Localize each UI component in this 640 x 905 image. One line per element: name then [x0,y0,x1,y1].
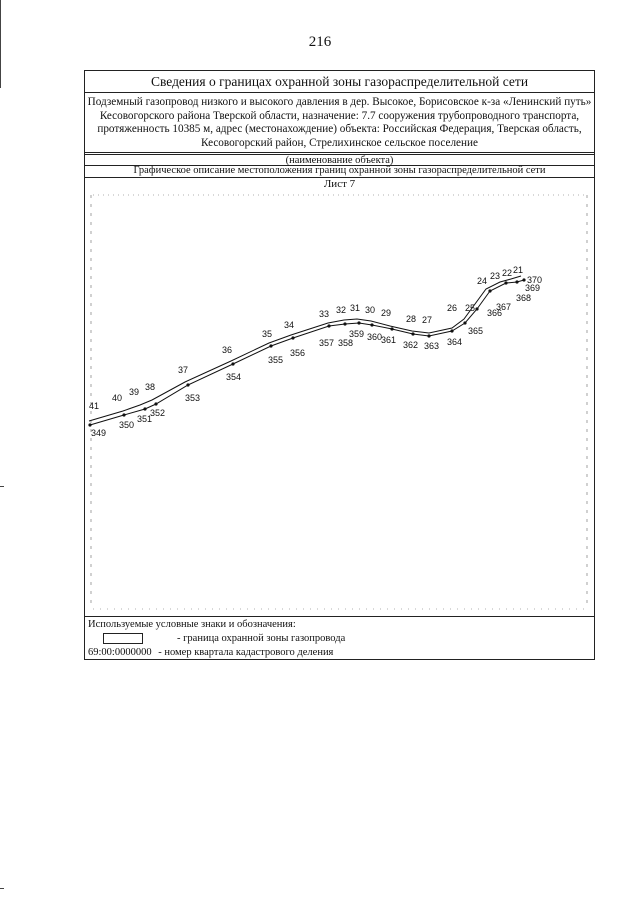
vertex-label: 362 [403,340,419,350]
vertex-label: 359 [349,329,365,339]
vertex-label: 33 [319,309,330,319]
boundary-vertex-marker [515,280,518,283]
vertex-label: 26 [447,303,458,313]
plan-drawing [85,189,594,616]
vertex-label: 357 [319,338,335,348]
vertex-label: 36 [222,345,233,355]
boundary-vertex-marker [488,289,491,292]
boundary-vertex-marker [370,323,373,326]
vertex-label: 25 [465,303,476,313]
page-number: 216 [308,34,332,50]
page-edge-tick [0,888,4,889]
vertex-label: 22 [502,268,513,278]
vertex-label: 24 [477,276,488,286]
plan-svg [85,189,594,616]
vertex-label: 358 [338,338,354,348]
vertex-label: 27 [422,315,433,325]
boundary-vertex-marker [327,324,330,327]
cadastral-code: 69:00:0000000 [88,647,152,658]
vertex-label: 37 [178,365,189,375]
boundary-vertex-marker [357,321,360,324]
vertex-label: 352 [150,408,166,418]
legend [85,616,594,661]
boundary-vertex-marker [122,413,125,416]
vertex-label: 361 [381,335,397,345]
boundary-vertex-marker [411,332,414,335]
legend-boundary-label: - граница охранной зоны газопровода [177,632,346,644]
boundary-vertex-marker [450,329,453,332]
legend-cadastral-item [88,647,333,658]
document-frame [84,70,595,660]
vertex-label: 349 [91,428,107,438]
vertex-label: 23 [490,271,501,281]
graphic-description-title: Графическое описание местоположения границ охранной зоны газораспределительной сети [133,165,546,176]
vertex-label: 366 [487,308,503,318]
vertex-label: 39 [129,387,140,397]
boundary-vertex-marker [475,307,478,310]
vertex-label: 356 [290,348,306,358]
vertex-label: 370 [527,275,543,285]
boundary-vertex-marker [504,281,507,284]
vertex-label: 353 [185,393,201,403]
vertex-label: 364 [447,337,463,347]
vertex-label: 29 [381,308,392,318]
boundary-vertex-marker [88,423,91,426]
boundary-vertex-marker [343,322,346,325]
boundary-vertex-marker [522,278,525,281]
vertex-label: 369 [525,283,541,293]
vertex-label: 351 [137,414,153,424]
sheet-label: Лист 7 [85,177,594,190]
vertex-label: 363 [424,341,440,351]
boundary-vertex-marker [154,402,157,405]
boundary-swatch-icon [103,633,143,644]
vertex-label: 38 [145,382,156,392]
vertex-label: 355 [268,355,284,365]
vertex-label: 354 [226,372,242,382]
section-title: Сведения о границах охранной зоны газораспределительной сети [85,71,594,93]
vertex-label: 30 [365,305,376,315]
legend-boundary-item [103,632,345,644]
boundary-vertex-marker [231,362,234,365]
vertex-label: 31 [350,303,361,313]
vertex-label: 368 [516,293,532,303]
vertex-label: 21 [513,265,524,275]
boundary-vertex-marker [427,334,430,337]
vertex-label: 367 [496,302,512,312]
page-edge-tick [0,486,4,487]
vertex-label: 360 [367,332,383,342]
vertex-label: 35 [262,329,273,339]
legend-cadastral-label: - номер квартала кадастрового деления [158,647,334,658]
vertex-label: 34 [284,320,295,330]
object-description: Подземный газопровод низкого и высокого давления в дер. Высокое, Борисовское к-за «Ленинский путь» Кесовогорского района Тверской области, назначение: 7.7 сооружения трубопроводного транспорта, протяженность 10385 м, адрес (местонахождение) объекта: Российская Федерация, Тверская область, Кесовогорский район, Стрелихинское сельское поселение [85,93,594,153]
boundary-vertex-marker [463,321,466,324]
vertex-label: 41 [89,401,100,411]
vertex-label: 40 [112,393,123,403]
vertex-label: 32 [336,305,347,315]
vertex-label: 28 [406,314,417,324]
boundary-vertex-marker [143,407,146,410]
boundary-vertex-marker [390,327,393,330]
vertex-label: 365 [468,326,484,336]
boundary-vertex-marker [269,344,272,347]
legend-heading: Используемые условные знаки и обозначения: [88,619,296,630]
boundary-vertex-marker [186,383,189,386]
boundary-vertex-marker [291,336,294,339]
vertex-label: 350 [119,420,135,430]
object-name-caption: (наименование объекта) [85,154,594,166]
page-edge-mark [0,0,1,88]
